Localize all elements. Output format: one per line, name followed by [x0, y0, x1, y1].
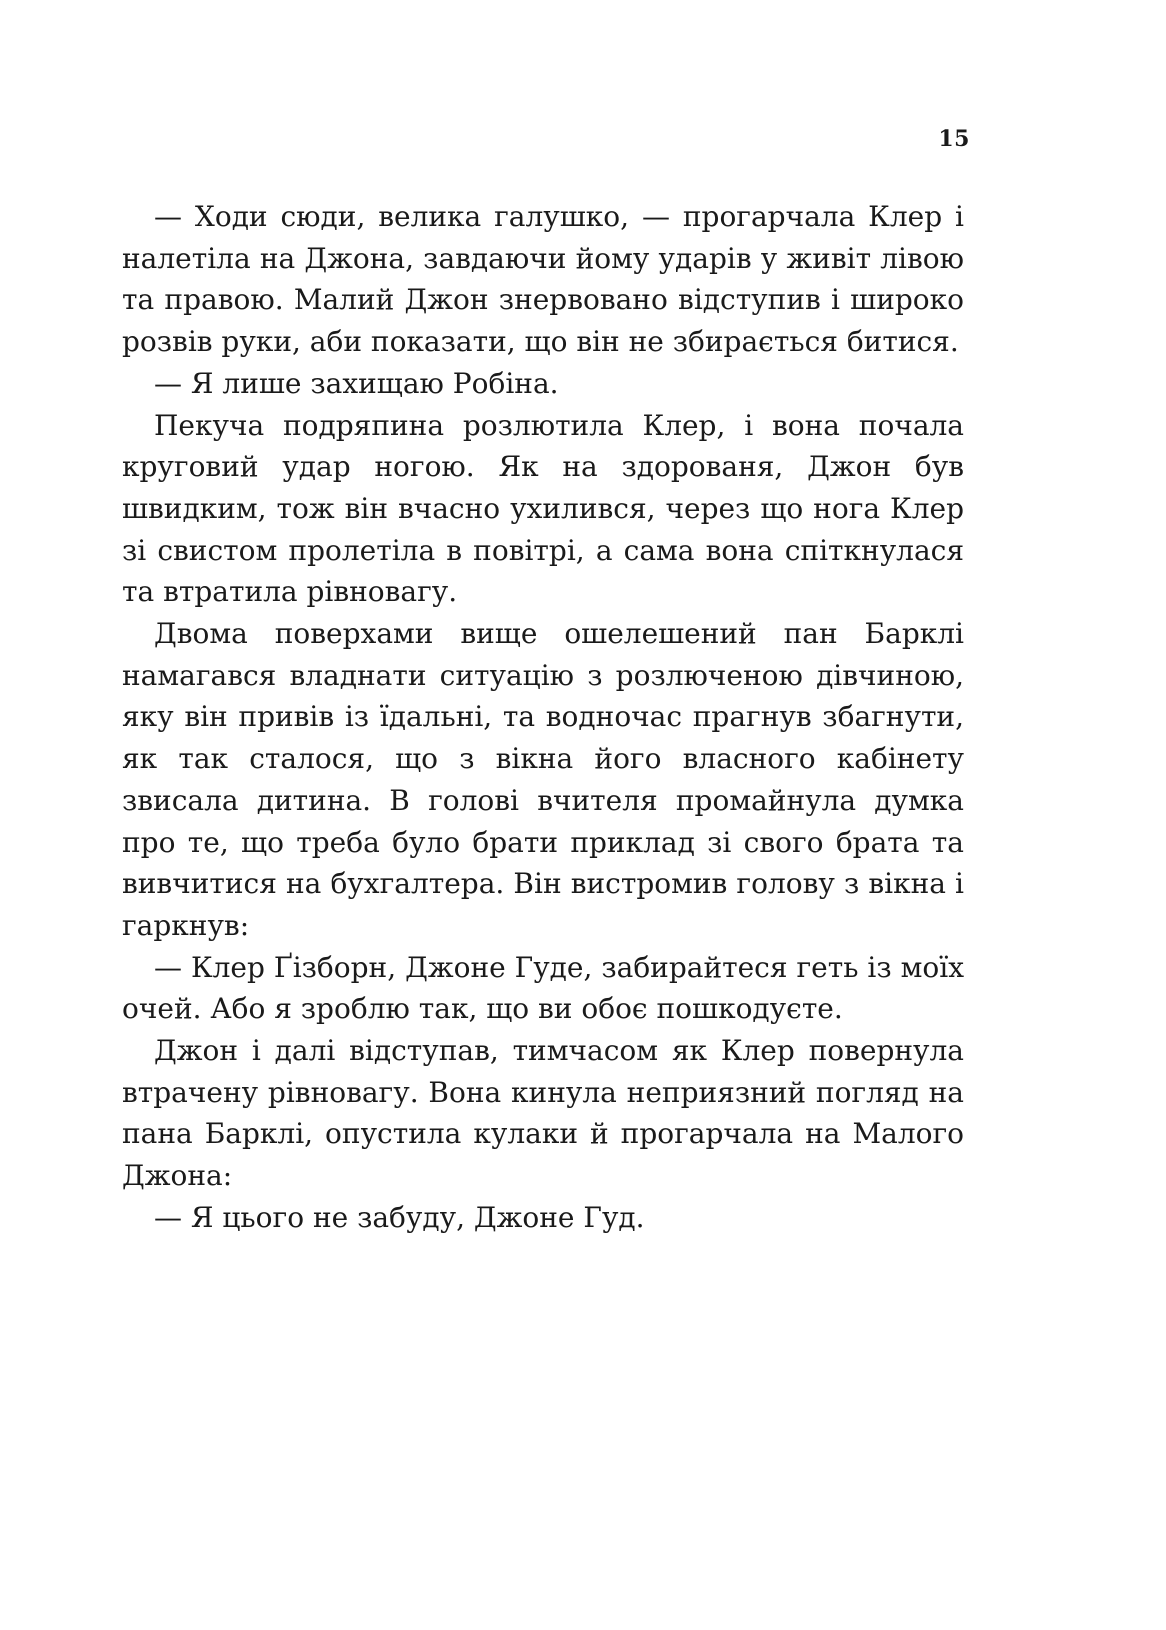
body-text — [122, 196, 964, 1239]
paragraph: — Клер Ґізборн, Джоне Гуде, забирайтеся геть із моїх очей. Або я зроблю так, що ви обоє пошкодуєте. — [122, 950, 964, 1026]
paragraph: — Ходи сюди, велика галушко, — прогарчала Клер і налетіла на Джона, завдаючи йому ударів у живіт лівою та правою. Малий Джон знервовано відступив і широко розвів руки, аби показати, що він не збирається битися. — [122, 200, 964, 359]
paragraph: — Я цього не забуду, Джоне Гуд. — [154, 1200, 645, 1234]
paragraph: Двома поверхами вище ошелешений пан Барклі намагався владнати ситуацію з розлюченою дівчиною, яку він привів із їдальні, та водночас прагнув збагнути, як так сталося, що з вікна його власного кабінету звисала дитина. В голові вчителя промайнула думка про те, що треба було брати приклад зі свого брата та вивчитися на бухгалтера. Він вистромив голову з вікна і гаркнув: — [122, 617, 964, 942]
paragraph: — Я лише захищаю Робіна. — [154, 366, 559, 400]
page-number: 15 — [938, 126, 970, 152]
paragraph: Пекуча подряпина розлютила Клер, і вона почала круговий удар ногою. Як на здорованя, Джон був швидким, тож він вчасно ухилився, через що нога Клер зі свистом пролетіла в повітрі, а сама вона спіткнулася та втратила рівновагу. — [122, 408, 964, 609]
paragraph: Джон і далі відступав, тимчасом як Клер повернула втрачену рівновагу. Вона кинула неприязний погляд на пана Барклі, опустила кулаки й прогарчала на Малого Джона: — [122, 1034, 964, 1193]
